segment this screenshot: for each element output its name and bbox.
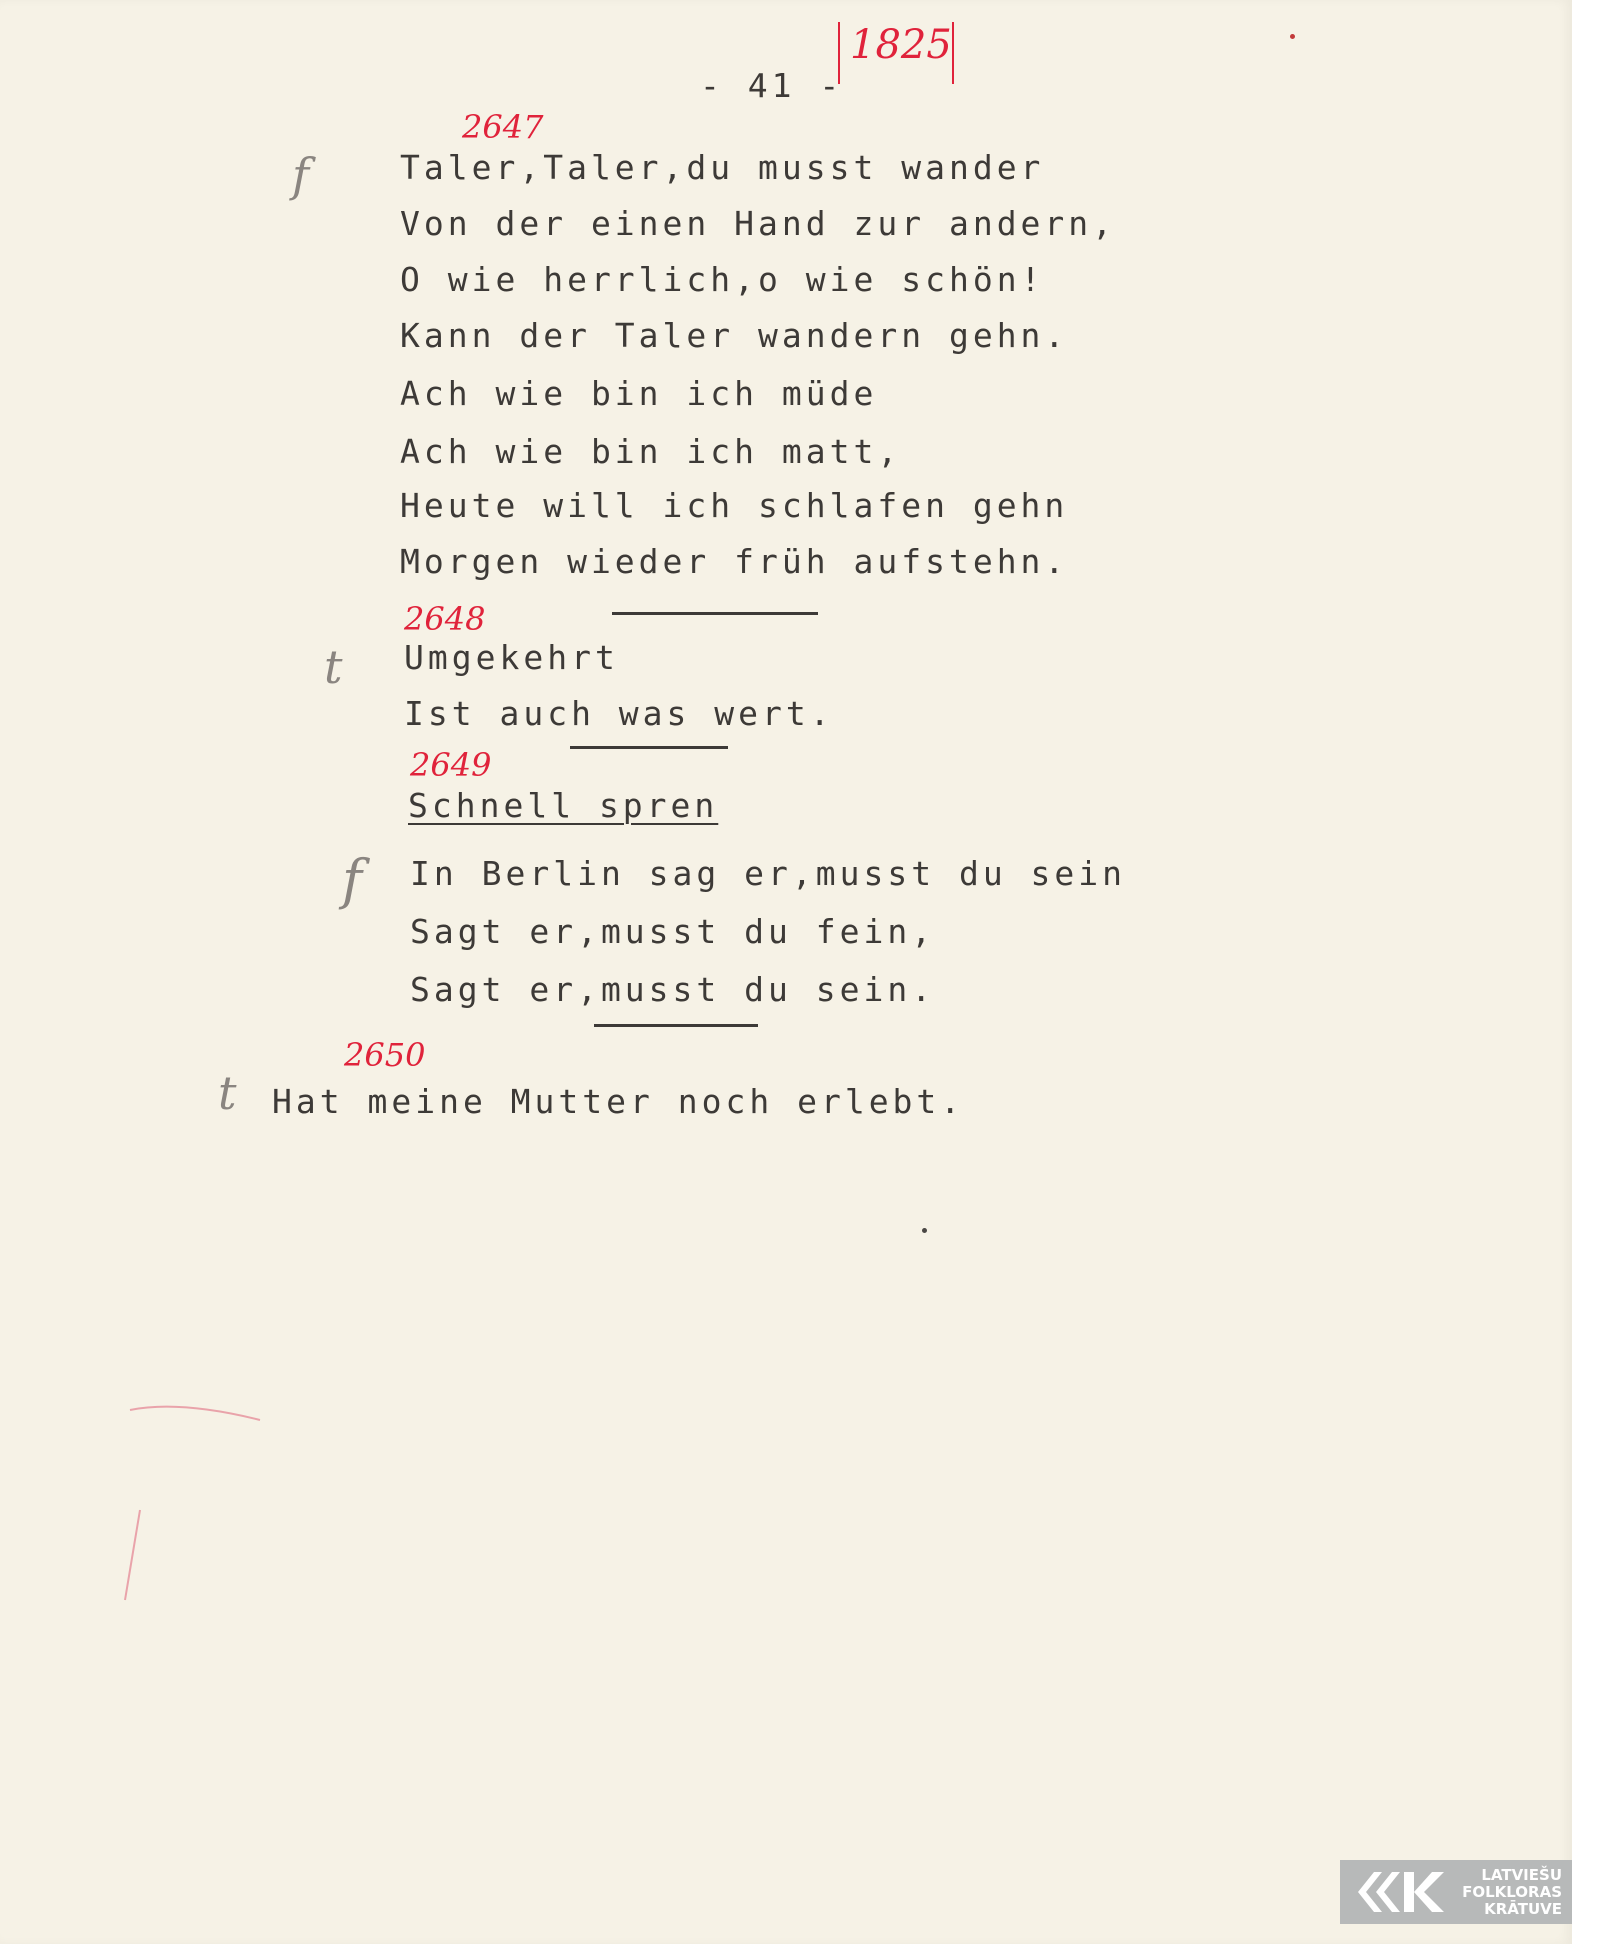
text-line: Morgen wieder früh aufstehn. xyxy=(400,542,1069,581)
archive-number: 1825 xyxy=(850,22,952,68)
text-line: O wie herrlich,o wie schön! xyxy=(400,260,1045,299)
logo-line: LATVIEŠU xyxy=(1481,1865,1562,1884)
lfk-logo-icon xyxy=(1340,1860,1460,1924)
logo-line: FOLKLORAS xyxy=(1462,1882,1562,1901)
logo-line: KRĀTUVE xyxy=(1484,1899,1562,1918)
ink-speck xyxy=(1290,34,1295,39)
text-line: Umgekehrt xyxy=(404,638,619,677)
pencil-mark: t xyxy=(324,640,343,694)
text-line: Taler,Taler,du musst wander xyxy=(400,148,1045,187)
text-line: Ist auch was wert. xyxy=(404,694,834,733)
text-line: Von der einen Hand zur andern, xyxy=(400,204,1117,243)
text-line: Kann der Taler wandern gehn. xyxy=(400,316,1069,355)
entry-number: 2650 xyxy=(344,1036,426,1074)
separator-line xyxy=(594,1024,758,1027)
entry-title: Schnell spren xyxy=(408,786,719,825)
entry-number: 2649 xyxy=(410,746,492,784)
text-line: Heute will ich schlafen gehn xyxy=(400,486,1069,525)
pencil-mark: t xyxy=(218,1066,237,1120)
text-line: In Berlin sag er,musst du sein xyxy=(410,854,1127,893)
text-line: Ach wie bin ich müde xyxy=(400,374,878,413)
pencil-mark: f xyxy=(292,148,310,202)
faint-red-marks xyxy=(120,1400,280,1620)
page-edge xyxy=(1572,0,1602,1944)
separator-line xyxy=(612,612,818,615)
archive-logo xyxy=(1340,1860,1572,1924)
text-line: Hat meine Mutter noch erlebt. xyxy=(272,1082,965,1121)
entry-number: 2647 xyxy=(462,108,544,146)
pencil-mark: f xyxy=(342,848,362,911)
text-line: Sagt er,musst du fein, xyxy=(410,912,936,951)
page-number: - 41 - xyxy=(700,66,844,105)
entry-number: 2648 xyxy=(404,600,486,638)
ink-speck xyxy=(922,1228,927,1233)
separator-line xyxy=(570,746,728,749)
text-line: Sagt er,musst du sein. xyxy=(410,970,936,1009)
text-line: Ach wie bin ich matt, xyxy=(400,432,902,471)
